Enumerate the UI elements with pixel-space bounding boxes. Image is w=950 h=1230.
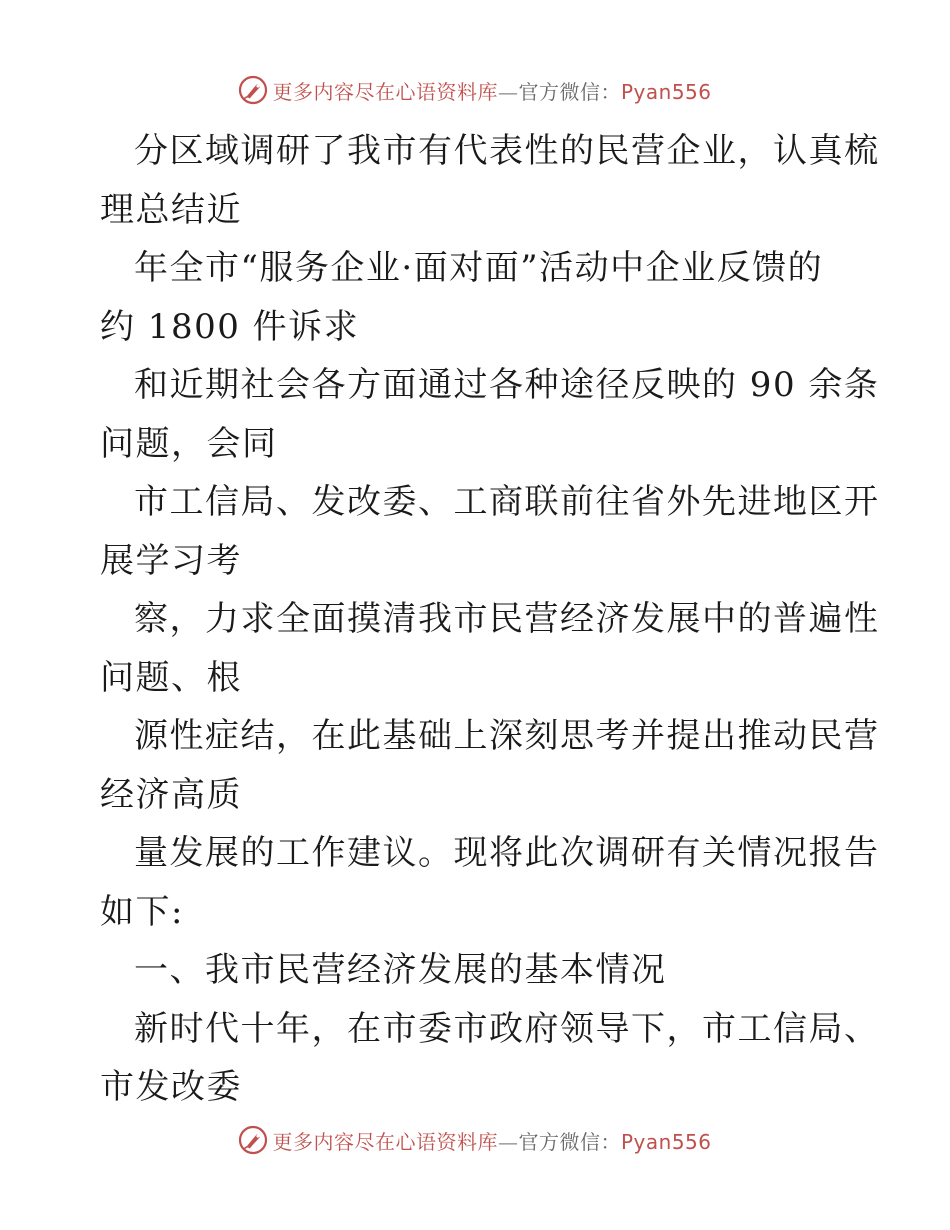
watermark-text bbox=[272, 1126, 711, 1155]
text-line: 年全市“服务企业·面对面”活动中企业反馈的 bbox=[134, 248, 824, 288]
footer-watermark bbox=[0, 1120, 950, 1160]
text-line: 经济高质 bbox=[100, 774, 242, 815]
pen-nib-logo-icon bbox=[238, 1125, 268, 1155]
pen-nib-logo-icon bbox=[238, 75, 268, 105]
watermark-text bbox=[272, 76, 711, 105]
watermark-prefix: 更多内容尽在心语资料库 bbox=[272, 79, 498, 104]
text-line: 约 1800 件诉求 bbox=[100, 306, 360, 347]
watermark-dash: — bbox=[497, 79, 519, 104]
watermark-account: Pyan556 bbox=[620, 1129, 712, 1154]
text-line: 分区域调研了我市有代表性的民营企业，认真梳 bbox=[134, 131, 880, 171]
text-line: 理总结近 bbox=[100, 189, 242, 230]
text-line: 问题，会同 bbox=[100, 423, 278, 464]
section-heading: 一、我市民营经济发展的基本情况 bbox=[134, 950, 667, 990]
text-line: 源性症结，在此基础上深刻思考并提出推动民营 bbox=[134, 716, 880, 756]
text-line: 市发改委 bbox=[100, 1067, 242, 1107]
watermark-wechat-label: 官方微信： bbox=[518, 1129, 621, 1154]
text-line: 察，力求全面摸清我市民营经济发展中的普遍性 bbox=[134, 599, 880, 639]
watermark-wechat-label: 官方微信： bbox=[518, 79, 621, 104]
watermark-prefix: 更多内容尽在心语资料库 bbox=[272, 1129, 498, 1154]
text-line: 量发展的工作建议。现将此次调研有关情况报告 bbox=[134, 833, 880, 873]
document-body bbox=[100, 122, 880, 1117]
text-line: 新时代十年，在市委市政府领导下，市工信局、 bbox=[134, 1008, 880, 1049]
text-line: 市工信局、发改委、工商联前往省外先进地区开 bbox=[134, 482, 880, 522]
text-line: 展学习考 bbox=[100, 540, 242, 581]
watermark-dash: — bbox=[497, 1129, 519, 1154]
header-watermark bbox=[0, 70, 950, 110]
watermark-account: Pyan556 bbox=[620, 79, 712, 104]
text-line: 问题、根 bbox=[100, 657, 242, 698]
text-line: 如下: bbox=[100, 891, 184, 932]
text-line: 和近期社会各方面通过各种途径反映的 90 余条 bbox=[134, 365, 880, 405]
